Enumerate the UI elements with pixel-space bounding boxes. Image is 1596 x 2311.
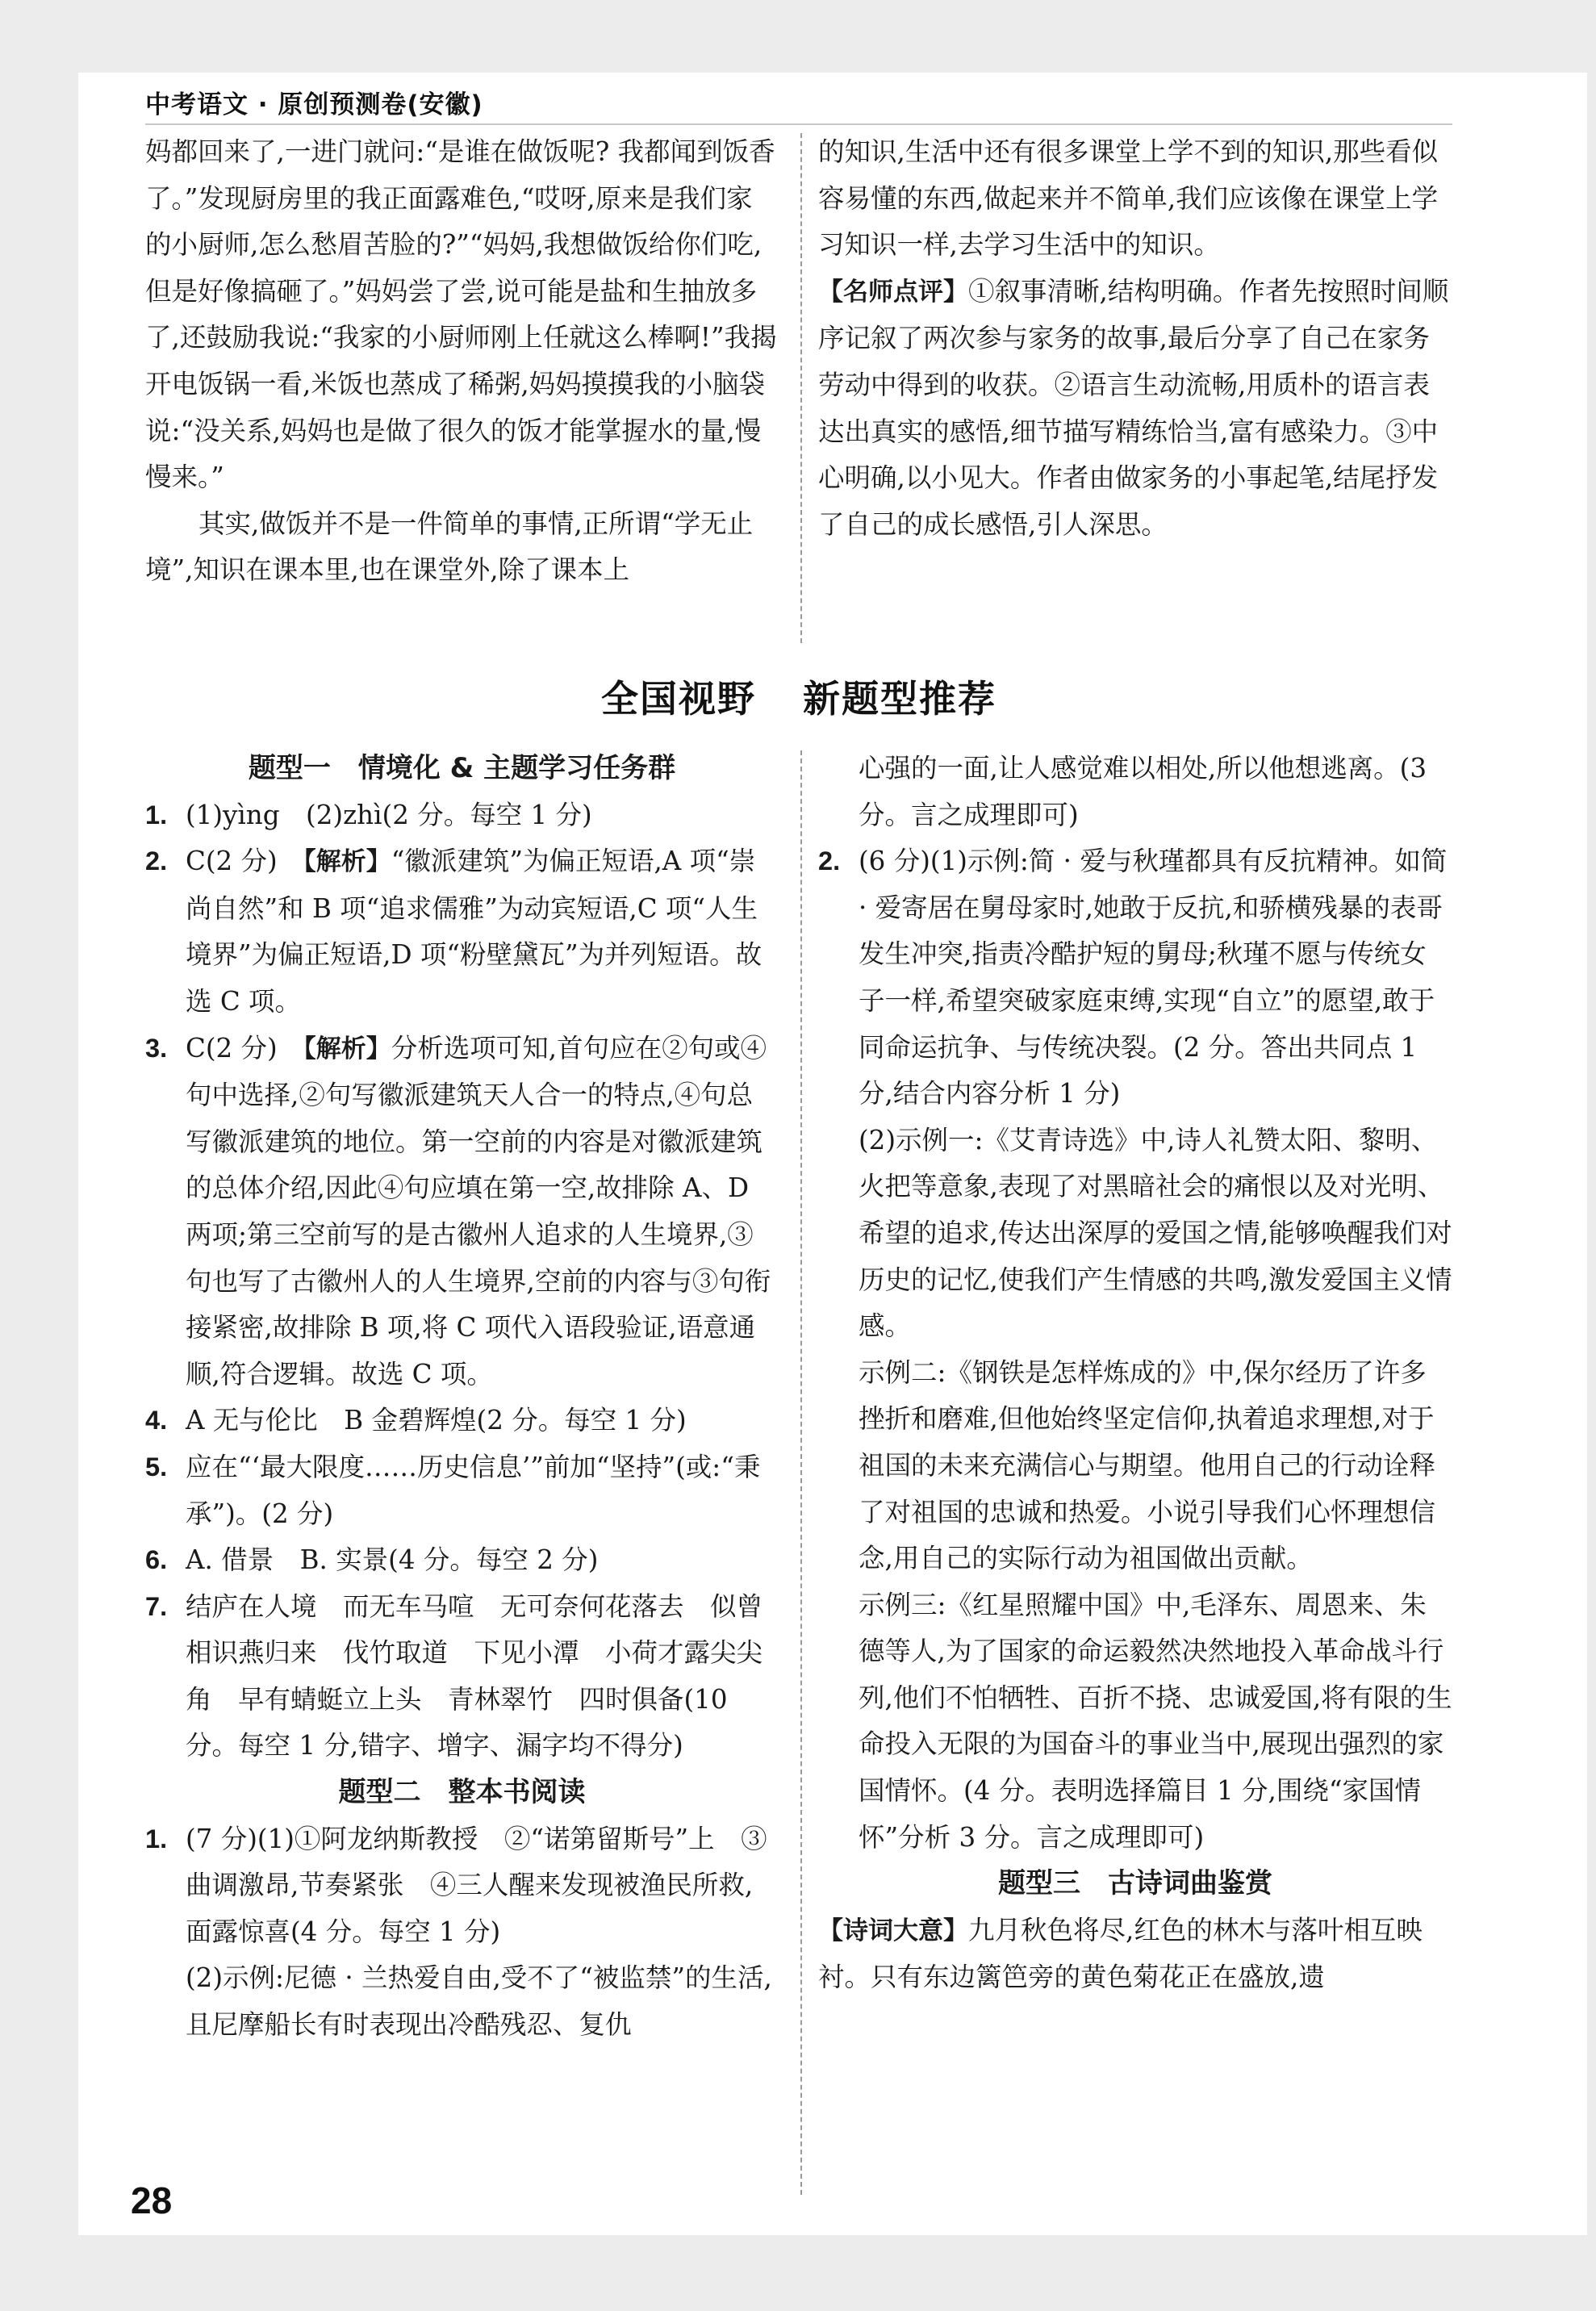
poem-text: 九月秋色将尽,红色的林木与落叶相互映衬。只有东边篱笆旁的黄色菊花正在盛放,遗 [818, 1914, 1423, 1993]
item-number: 1. [145, 800, 168, 830]
title-part: 新题型推荐 [803, 677, 996, 721]
answer-example: 示例二:《钢铁是怎样炼成的》中,保尔经历了许多挫折和磨难,但他始终坚定信仰,执着追求理想,对于祖国的未来充满信心与期望。他用自己的行动诠释了对祖国的忠诚和热爱。小说引导我们心怀理想信念,用自己的实际行动为祖国做出贡献。 [859, 1356, 1436, 1574]
item-text: A 无与伦比 B 金碧辉煌(2 分。每空 1 分) [186, 1405, 687, 1436]
answers-left-column [145, 746, 779, 2049]
answer-item [145, 1398, 779, 1444]
title-part: 全国视野 [601, 677, 756, 721]
answer-item [145, 1816, 779, 1956]
item-number: 6. [145, 1545, 168, 1575]
analysis-label: 【解析】 [303, 1034, 391, 1064]
essay-paragraph: 其实,做饭并不是一件简单的事情,正所谓“学无止境”,知识在课本里,也在课堂外,除了课本上 [145, 508, 754, 586]
essay-paragraph: 妈都回来了,一进门就问:“是谁在做饭呢? 我都闻到饭香了。”发现厨房里的我正面露难色,“哎呀,原来是我们家的小厨师,怎么愁眉苦脸的?”“妈妈,我想做饭给你们吃,但是好像搞砸了。”妈妈尝了尝,说可能是盐和生抽放多了,还鼓励我说:“我家的小厨师刚上任就这么棒啊!”我揭开电饭锅一看,米饭也蒸成了稀粥,妈妈摸摸我的小脑袋说:“没关系,妈妈也是做了很久的饭才能掌握水的量,慢慢来。” [145, 136, 777, 493]
item-number: 5. [145, 1452, 168, 1481]
item-text: 应在“‘最大限度……历史信息’”前加“坚持”(或:“秉承”)。(2 分) [186, 1451, 761, 1529]
page-number: 28 [131, 2179, 173, 2221]
answer-item [145, 1444, 779, 1537]
answer-example: (2)示例一:《艾青诗选》中,诗人礼赞太阳、黎明、火把等意象,表现了对黑暗社会的痛恨以及对光明、希望的追求,传达出深厚的爱国之情,能够唤醒我们对历史的记忆,使我们产生情感的共鸣,激发爱国主义情感。 [859, 1124, 1452, 1342]
poem-label: 【诗词大意】 [818, 1916, 968, 1945]
comment-label: 【名师点评】 [818, 277, 968, 307]
answer-item [145, 1026, 779, 1398]
item-number: 2. [818, 846, 841, 876]
answer-continuation: 心强的一面,让人感觉难以相处,所以他想逃离。(3 分。言之成理即可) [859, 753, 1427, 830]
item-text: (7 分)(1)①阿龙纳斯教授 ②“诺第留斯号”上 ③曲调激昂,节奏紧张 ④三人醒来发现被渔民所救,面露惊喜(4 分。每空 1 分) [186, 1823, 767, 1947]
item-number: 7. [145, 1591, 168, 1621]
comment-text: ①叙事清晰,结构明确。作者先按照时间顺序记叙了两次参与家务的故事,最后分享了自己在家务劳动中得到的收获。②语言生动流畅,用质朴的语言表达出真实的感悟,细节描写精练恰当,富有感染力。③中心明确,以小见大。作者由做家务的小事起笔,结尾抒发了自己的成长感悟,引人深思。 [818, 275, 1449, 540]
section-heading: 题型三 古诗词曲鉴赏 [998, 1867, 1272, 1900]
essay-left-column [145, 129, 779, 594]
item-text: A. 借景 B. 实景(4 分。每空 2 分) [186, 1544, 599, 1576]
item-answer: C(2 分) [186, 846, 304, 877]
analysis-label: 【解析】 [303, 847, 391, 877]
item-number: 4. [145, 1406, 168, 1435]
column-divider [800, 133, 802, 643]
item-number: 3. [145, 1033, 168, 1063]
header-divider [145, 123, 1452, 125]
answer-item [145, 1584, 779, 1770]
section-heading: 题型二 整本书阅读 [338, 1776, 586, 1809]
section-heading: 题型一 情境化 & 主题学习任务群 [248, 752, 676, 784]
item-answer: C(2 分) [186, 1032, 304, 1064]
essay-right-column [818, 129, 1452, 548]
item-text: “徽派建筑”为偏正短语,A 项“崇尚自然”和 B 项“追求儒雅”为动宾短语,C 项“人生境界”为偏正短语,D 项“粉壁黛瓦”为并列短语。故选 C 项。 [186, 846, 762, 1017]
poem-summary [818, 1908, 1452, 2001]
item-text: 分析选项可知,首句应在②句或④句中选择,②句写徽派建筑天人合一的特点,④句总写徽派建筑的地位。第一空前的内容是对徽派建筑的总体介绍,因此④句应填在第一空,故排除 A、D 两项;第三空前写的是古徽州人追求的人生境界,③句也写了古徽州人的人生境界,空前的内容与③句衔接紧密,故排除 B 项,将 C 项代入语段验证,语意通顺,符合逻辑。故选 C 项。 [186, 1032, 771, 1390]
column-divider [800, 750, 802, 2195]
item-number: 1. [145, 1824, 168, 1853]
answers-right-column [818, 746, 1452, 2001]
item-text: 结庐在人境 而无车马喧 无可奈何花落去 似曾相识燕归来 伐竹取道 下见小潭 小荷才露尖尖角 早有蜻蜓立上头 青林翠竹 四时俱备(10 分。每空 1 分,错字、增字、漏字均不得分) [186, 1590, 763, 1761]
item-text: (1)yìng (2)zhì(2 分。每空 1 分) [186, 799, 592, 830]
answer-continuation: (2)示例:尼德 · 兰热爱自由,受不了“被监禁”的生活,且尼摩船长有时表现出冷酷残忍、复仇 [186, 1962, 772, 2041]
answer-item [145, 1537, 779, 1584]
answer-item [145, 792, 779, 839]
item-text: (6 分)(1)示例:简 · 爱与秋瑾都具有反抗精神。如简 · 爱寄居在舅母家时,她敢于反抗,和骄横残暴的表哥发生冲突,指责冷酷护短的舅母;秋瑾不愿与传统女子一样,希望突破家庭束缚,实现“自立”的愿望,敢于同命运抗争、与传统决裂。(2 分。答出共同点 1 分,结合内容分析 1 分) [859, 846, 1448, 1110]
answer-item [145, 838, 779, 1025]
item-number: 2. [145, 846, 168, 876]
running-header: 中考语文 · 原创预测卷(安徽) [145, 90, 483, 119]
answer-item [818, 838, 1452, 1118]
section-main-title [145, 670, 1452, 723]
answer-example: 示例三:《红星照耀中国》中,毛泽东、周恩来、朱德等人,为了国家的命运毅然决然地投入革命战斗行列,他们不怕牺牲、百折不挠、忠诚爱国,将有限的生命投入无限的为国奋斗的事业当中,展现出强烈的家国情怀。(4 分。表明选择篇目 1 分,围绕“家国情怀”分析 3 分。言之成理即可) [859, 1589, 1452, 1853]
essay-paragraph: 的知识,生活中还有很多课堂上学不到的知识,那些看似容易懂的东西,做起来并不简单,我们应该像在课堂上学习知识一样,去学习生活中的知识。 [818, 136, 1439, 261]
teacher-comment [818, 269, 1452, 549]
